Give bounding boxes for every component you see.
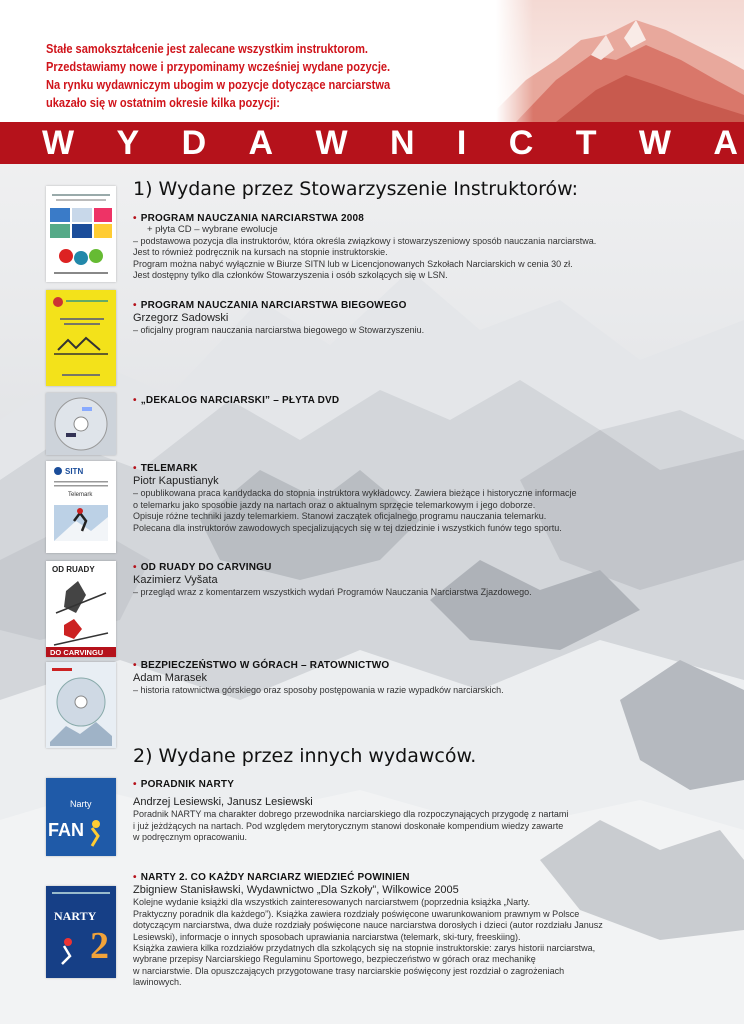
bullet: • [133,562,137,573]
item-telemark [133,463,613,534]
item-title: NARTY 2. CO KAŻDY NARCIARZ WIEDZIEĆ POWINIEN [140,872,410,883]
item-title: PORADNIK NARTY [140,779,235,790]
cover-brand: SITN [65,467,84,476]
title-banner [0,122,744,164]
banner-letter: W [315,123,348,162]
item-description-line: o telemarku jako sposobie jazdy na nartach oraz o aktualnym sprzęcie telemarkowym i jego doborze. [133,499,536,510]
item-description-line: – przegląd wraz z komentarzem wszystkich wydań Programów Nauczania Narciarstwa Zjazdowego. [133,587,532,598]
banner-letter: N [389,123,415,162]
intro-paragraph [46,40,407,112]
item-program-biegowy [133,300,613,337]
banner-letter: A [248,123,274,162]
cover-subtitle: Telemark [68,492,93,498]
item-description-line: i już jeżdżących na nartach. Pod względem merytorycznym stanowi doskonałe kompendium wiedzy zawarte [133,820,564,831]
item-subtitle: + płyta CD – wybrane ewolucje [147,224,278,236]
banner-letter: W [638,123,671,162]
book-cover-poradnik-narty [46,778,116,856]
item-dekalog-dvd [133,395,613,406]
item-description-line: Program można nabyć wyłącznie w Biurze SITN lub w Licencjonowanych Szkołach Narciarskich w cenia 30 zł. [133,258,573,269]
item-author: Kazimierz Vyšata [133,574,218,587]
bullet: • [133,872,137,883]
item-bezpieczenstwo [133,660,613,697]
item-title: TELEMARK [140,463,198,474]
item-description-line: – oficjalny program nauczania narciarstwa biegowego w Stowarzyszeniu. [133,325,425,336]
intro-line: Stałe samokształcenie jest zalecane wszystkim instruktorom. [46,41,369,56]
cover-title-top: OD RUADY [52,565,95,574]
bullet: • [133,395,137,406]
bullet: • [133,463,137,474]
item-author: Zbigniew Stanisławski, Wydawnictwo „Dla Szkoły”, Wilkowice 2005 [133,884,459,897]
item-title: PROGRAM NAUCZANIA NARCIARSTWA 2008 [140,213,364,224]
item-description-line: Opisuje różne techniki jazdy telemarkiem. Stanowi zaczątek oficjalnego programu nauczania telemarku. [133,511,547,522]
bullet: • [133,300,137,311]
item-description-line: Lesiewski), informacje o innych sposobach uprawiania narciarstwa (telemark, ski-tury, freeskiing). [133,931,521,942]
item-poradnik-narty [133,779,613,844]
book-cover-telemark [46,461,116,553]
dvd-cover-bezpieczenstwo [46,662,116,748]
cover-title: NARTY [54,909,97,923]
item-description-line: Książka zawiera kilka rozdziałów przydatnych dla szkolących się na stopnie instruktorskie: zarys historii narciarstwa, [133,943,596,954]
cover-number: 2 [90,925,109,967]
book-cover-program-2008 [46,186,116,282]
item-title: PROGRAM NAUCZANIA NARCIARSTWA BIEGOWEGO [140,300,407,311]
item-description-line: Jest to również podręcznik na kursach na stopnie instruktorskie. [133,247,388,258]
item-od-ruady [133,562,613,599]
section-1-heading: 1) Wydane przez Stowarzyszenie Instruktorów: [133,178,579,200]
intro-line: Na rynku wydawniczym ubogim w pozycje dotyczące narciarstwa [46,77,391,92]
item-description-line: Polecana dla instruktorów zawodowych specjalizujących się w tej dziedzinie i wszystkich funów tego sportu. [133,522,562,533]
item-title: BEZPIECZEŃSTWO W GÓRACH – RATOWNICTWO [140,660,390,671]
banner-letter: C [508,123,534,162]
banner-letter: Y [116,123,140,162]
item-description-line: lawinowych. [133,977,182,988]
banner-title [42,122,738,164]
banner-letter: T [575,123,597,162]
bullet: • [133,779,137,790]
cover-title-bottom: DO CARVINGU [50,648,104,657]
book-cover-program-biegowy [46,290,116,386]
item-description-line: Poradnik NARTY ma charakter dobrego przewodnika narciarskiego dla rozpoczynających przygodę z nartami [133,809,569,820]
book-cover-od-ruady [46,561,116,657]
item-description-line: dotyczącym narciarstwa, dwa duże rozdziały poświęcone nauce narciarstwa dorosłych i dzieci (autor rozdziału Janusz [133,920,603,931]
item-title: „DEKALOG NARCIARSKI” – PŁYTA DVD [140,395,340,406]
book-cover-narty-2 [46,886,116,978]
banner-letter: W [42,123,75,162]
item-description-line: – podstawowa pozycja dla instruktorów, która określa związkowy i stowarzyszeniowy sposób nauczania narciarstwa. [133,235,597,246]
item-narty-2 [133,872,613,989]
item-author: Andrzej Lesiewski, Janusz Lesiewski [133,796,313,809]
banner-letter: A [713,123,738,162]
banner-letter: I [456,123,467,162]
dvd-cover-dekalog [46,393,116,455]
bullet: • [133,213,137,224]
item-description-line: – opublikowana praca kandydacka do stopnia instruktora wykładowcy. Zawiera bieżące i historyczne informacje [133,488,577,499]
item-description-line: Kolejne wydanie książki dla wszystkich zainteresowanych narciarstwem (poprzednia książka „Narty. [133,897,530,908]
item-author: Adam Marasek [133,672,207,685]
cover-title: Narty [70,799,92,809]
section-2-heading: 2) Wydane przez innych wydawców. [133,745,477,767]
cover-fan: FAN [48,820,84,840]
header-mountain-photo [496,0,744,122]
item-description-line: – historia ratownictwa górskiego oraz sposoby postępowania w razie wypadków narciarskich. [133,685,504,696]
item-program-2008 [133,213,613,281]
item-description-line: Praktyczny poradnik dla każdego”). Książka zawiera rozdziały poświęcone uwarunkowaniom prawnym w Polsce [133,908,580,919]
item-description-line: Jest dostępny tylko dla członków Stowarzyszenia i osób szkolących się w LSN. [133,270,448,281]
intro-line: ukazało się w ostatnim okresie kilka pozycji: [46,95,280,110]
banner-letter: D [181,123,207,162]
item-author: Piotr Kapustianyk [133,475,219,488]
bullet: • [133,660,137,671]
intro-line: Przedstawiamy nowe i przypominamy wcześniej wydane pozycje. [46,59,391,74]
item-description-line: w narciarstwie. Dla opuszczających przygotowane trasy narciarskie poświęcony jest rozdział o zagrożeniach [133,965,565,976]
item-author: Grzegorz Sadowski [133,312,229,325]
item-description-line: wybrane przepisy Narciarskiego Regulaminu Sportowego, bezpieczeństwo w górach oraz mechanikę [133,954,536,965]
item-title: OD RUADY DO CARVINGU [140,562,272,573]
item-description-line: w podręcznym opracowaniu. [133,832,248,843]
